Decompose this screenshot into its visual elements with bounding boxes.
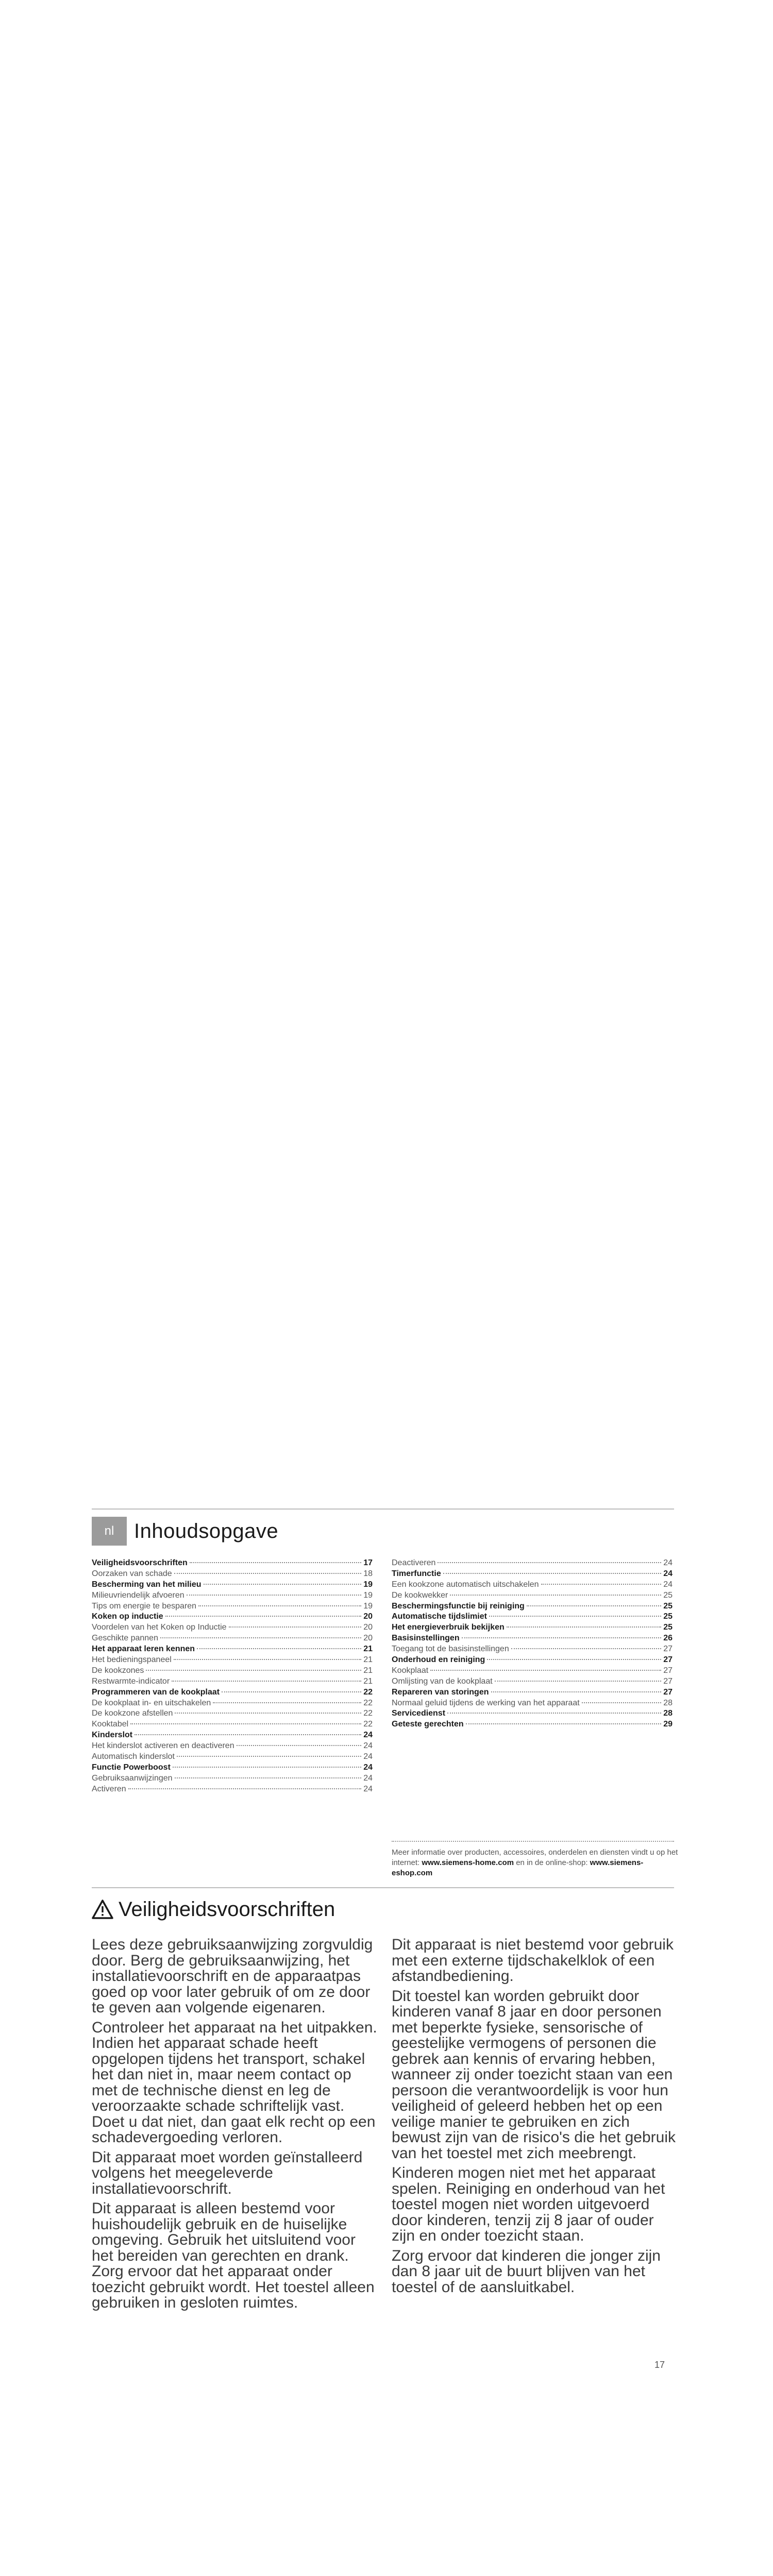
toc-entry[interactable] (92, 1602, 373, 1613)
toc-entry-label: Het kinderslot activeren en deactiveren (92, 1741, 234, 1751)
toc-leader-dots (174, 1659, 361, 1660)
toc-leader-dots (190, 1562, 361, 1563)
safety-paragraph: Kinderen mogen niet met het apparaat spelen. Reiniging en onderhoud van het toestel mogen niet worden uitgevoerd door kinderen, tenzij zij 8 jaar of ouder zijn en onder toezicht staan. (392, 2164, 665, 2244)
toc-entry-page: 21 (363, 1645, 373, 1654)
toc-entry-page: 27 (663, 1687, 673, 1697)
toc-entry-page: 21 (363, 1655, 373, 1665)
toc-entry[interactable] (92, 1731, 373, 1741)
toc-leader-dots (495, 1681, 662, 1682)
top-rule (92, 1509, 674, 1510)
info-divider (392, 1841, 674, 1842)
toc-entry-label: Toegang tot de basisinstellingen (392, 1645, 509, 1654)
toc-leader-dots (130, 1723, 361, 1724)
toc-entry-page: 22 (363, 1687, 373, 1697)
toc-entry[interactable] (92, 1612, 373, 1623)
toc-leader-dots (582, 1702, 662, 1703)
toc-leader-dots (222, 1691, 361, 1692)
toc-entry-label: Het bedieningspaneel (92, 1655, 172, 1665)
toc-left-column (92, 1558, 373, 1795)
toc-entry-page: 21 (363, 1676, 373, 1686)
safety-paragraph: Dit apparaat is niet bestemd voor gebruik met een externe tijdschakelklok of een afstandbediening. (392, 1936, 674, 1985)
info-text-1: Meer informatie over producten, accessoires, onderdelen en diensten vindt u op het internet: (392, 1848, 678, 1867)
toc-entry-label: De kookplaat in- en uitschakelen (92, 1698, 211, 1707)
toc-entry-page: 24 (663, 1580, 673, 1589)
toc-entry[interactable] (392, 1602, 673, 1613)
toc-entry-page: 20 (363, 1634, 373, 1643)
toc-entry-label: Geteste gerechten (392, 1720, 464, 1729)
toc-leader-dots (172, 1681, 361, 1682)
toc-entry-page: 27 (663, 1655, 673, 1665)
toc-entry-page: 22 (363, 1709, 373, 1718)
toc-entry[interactable] (392, 1634, 673, 1645)
toc-leader-dots (177, 1756, 361, 1757)
toc-entry-label: Milieuvriendelijk afvoeren (92, 1590, 184, 1600)
toc-entry-label: Automatische tijdslimiet (392, 1612, 487, 1621)
toc-leader-dots (462, 1637, 662, 1638)
info-link-2[interactable]: www.siemens-eshop.com (392, 1858, 644, 1877)
toc-entry[interactable] (92, 1774, 373, 1785)
toc-entry[interactable] (392, 1688, 673, 1699)
toc-entry-page: 24 (363, 1784, 373, 1793)
toc-leader-dots (146, 1670, 361, 1671)
toc-leader-dots (541, 1584, 662, 1585)
toc-leader-dots (237, 1745, 362, 1746)
safety-paragraph: Dit toestel kan worden gebruikt door kinderen vanaf 8 jaar en door personen met beperkte fysieke, sensorische of geestelijke vermogens of personen die gebrek aan kennis of ervaring hebben, wanneer zij onder toezicht staan van een persoon die verantwoordelijk is voor hun veiligheid of geleerd hebben het op een veilige manier te gebruiken en zich bewust zijn van de risico's die het gebruik van het toestel met zich meebrengt. (392, 1987, 676, 2162)
toc-entry-label: Kinderslot (92, 1731, 133, 1740)
toc-entry-page: 22 (363, 1720, 373, 1729)
toc-entry-label: Functie Powerboost (92, 1762, 171, 1772)
toc-entry-label: Voordelen van het Koken op Inductie (92, 1623, 227, 1632)
toc-entry-page: 24 (363, 1731, 373, 1740)
toc-entry-page: 18 (363, 1569, 373, 1578)
toc-entry-label: Timerfunctie (392, 1569, 441, 1578)
toc-entry[interactable] (392, 1699, 673, 1709)
toc-entry-label: Het energieverbruik bekijken (392, 1623, 505, 1632)
toc-entry-page: 19 (363, 1590, 373, 1600)
toc-entry-page: 29 (663, 1720, 673, 1729)
toc-leader-dots (175, 1713, 361, 1714)
toc-entry-page: 20 (363, 1612, 373, 1621)
toc-entry-page: 19 (363, 1601, 373, 1611)
toc-leader-dots (491, 1691, 662, 1692)
toc-leader-dots (173, 1767, 361, 1768)
toc-leader-dots (447, 1713, 661, 1714)
toc-entry[interactable] (92, 1688, 373, 1699)
toc-entry-label: Programmeren van de kookplaat (92, 1687, 220, 1697)
toc-entry[interactable] (92, 1677, 373, 1688)
toc-leader-dots (229, 1626, 362, 1628)
toc-entry-label: Deactiveren (392, 1558, 436, 1567)
toc-leader-dots (213, 1702, 361, 1703)
language-badge: nl (92, 1517, 127, 1546)
toc-entry[interactable] (92, 1580, 373, 1591)
toc-entry-page: 24 (663, 1558, 673, 1567)
toc-entry-label: Normaal geluid tijdens de werking van het apparaat (392, 1698, 580, 1707)
toc-entry-page: 24 (363, 1741, 373, 1751)
toc-entry[interactable] (92, 1699, 373, 1709)
safety-title: Veiligheidsvoorschriften (119, 1897, 335, 1921)
toc-entry[interactable] (392, 1655, 673, 1666)
toc-leader-dots (187, 1595, 362, 1596)
toc-entry-label: De kookzones (92, 1666, 144, 1675)
toc-entry-label: Oorzaken van schade (92, 1569, 172, 1578)
toc-leader-dots (466, 1723, 662, 1724)
toc-entry[interactable] (92, 1655, 373, 1666)
toc-entry-page: 27 (663, 1676, 673, 1686)
toc-entry[interactable] (92, 1634, 373, 1645)
toc-leader-dots (430, 1670, 661, 1671)
section-rule (92, 1887, 674, 1888)
toc-header (92, 1517, 504, 1546)
toc-leader-dots (198, 1605, 361, 1606)
info-text-2: en in de online-shop: (514, 1858, 590, 1867)
toc-entry[interactable] (92, 1645, 373, 1655)
toc-entry-label: Activeren (92, 1784, 126, 1793)
toc-entry-label: Geschikte pannen (92, 1634, 158, 1643)
toc-entry-label: Beschermingsfunctie bij reiniging (392, 1601, 525, 1611)
toc-entry[interactable] (392, 1677, 673, 1688)
toc-entry-label: Onderhoud en reiniging (392, 1655, 485, 1665)
toc-entry-label: Repareren van storingen (392, 1687, 489, 1697)
toc-leader-dots (175, 1777, 362, 1778)
toc-entry[interactable] (92, 1591, 373, 1602)
toc-entry-page: 25 (663, 1590, 673, 1600)
toc-entry[interactable] (92, 1720, 373, 1731)
page-number: 17 (654, 2360, 665, 2370)
toc-entry[interactable] (92, 1709, 373, 1720)
toc-entry-label: Bescherming van het milieu (92, 1580, 201, 1589)
toc-leader-dots (527, 1605, 661, 1606)
toc-entry-page: 24 (663, 1569, 673, 1578)
toc-entry[interactable] (92, 1569, 373, 1580)
toc-entry[interactable] (92, 1666, 373, 1677)
safety-paragraph: Lees deze gebruiksaanwijzing zorgvuldig door. Berg de gebruiksaanwijzing, het installatievoorschrift en de apparaatpas goed op voor later gebruik of om ze door te geven aan volgende eigenaren. (92, 1936, 373, 2016)
toc-entry-label: Kookplaat (392, 1666, 429, 1675)
safety-paragraph: Controleer het apparaat na het uitpakken. Indien het apparaat schade heeft opgelopen tijdens het transport, schakel het dan niet in, maar neem contact op met de technische dienst en leg de veroorzaakte schade schriftelijk vast. Doet u dat niet, dan gaat elk recht op een schadevergoeding verloren. (92, 2019, 377, 2146)
warning-icon (92, 1899, 113, 1920)
toc-entry[interactable] (392, 1709, 673, 1720)
toc-entry[interactable] (92, 1752, 373, 1763)
toc-leader-dots (165, 1616, 362, 1617)
toc-leader-dots (197, 1648, 361, 1649)
toc-leader-dots (204, 1584, 362, 1585)
toc-entry-page: 25 (663, 1623, 673, 1632)
toc-entry[interactable] (92, 1558, 373, 1569)
toc-entry[interactable] (392, 1720, 673, 1731)
toc-entry[interactable] (92, 1741, 373, 1752)
toc-entry-label: Servicedienst (392, 1709, 446, 1718)
toc-leader-dots (489, 1616, 661, 1617)
toc-entry-label: Kooktabel (92, 1720, 129, 1729)
toc-entry[interactable] (392, 1623, 673, 1634)
toc-leader-dots (443, 1573, 661, 1574)
toc-entry-page: 19 (363, 1580, 373, 1589)
toc-entry-label: De kookzone afstellen (92, 1709, 173, 1718)
toc-entry-page: 25 (663, 1612, 673, 1621)
toc-leader-dots (511, 1648, 661, 1649)
toc-entry-page: 24 (363, 1762, 373, 1772)
toc-right-column (392, 1558, 673, 1731)
toc-entry-label: De kookwekker (392, 1590, 448, 1600)
toc-title: Inhoudsopgave (134, 1519, 279, 1543)
toc-entry[interactable] (392, 1666, 673, 1677)
info-link-1[interactable]: www.siemens-home.com (422, 1858, 514, 1867)
toc-entry-page: 27 (663, 1645, 673, 1654)
toc-leader-dots (487, 1659, 661, 1660)
toc-leader-dots (450, 1595, 661, 1596)
toc-entry-label: Koken op inductie (92, 1612, 163, 1621)
toc-entry[interactable] (392, 1591, 673, 1602)
toc-leader-dots (438, 1562, 661, 1563)
toc-entry-label: Een kookzone automatisch uitschakelen (392, 1580, 539, 1589)
toc-entry-label: Basisinstellingen (392, 1634, 460, 1643)
toc-entry[interactable] (92, 1623, 373, 1634)
info-text (392, 1848, 680, 1878)
toc-entry-page: 27 (663, 1666, 673, 1675)
safety-paragraph: Dit apparaat is alleen bestemd voor huishoudelijk gebruik en de huiselijke omgeving. Gebruik het uitsluitend voor het bereiden van gerechten en drank. Zorg ervoor dat het apparaat onder toezicht gebruikt wordt. Het toestel alleen gebruiken in gesloten ruimtes. (92, 2200, 375, 2311)
toc-entry-page: 17 (363, 1558, 373, 1567)
toc-entry-label: Veiligheidsvoorschriften (92, 1558, 188, 1567)
toc-entry-label: Restwarmte-indicator (92, 1676, 170, 1686)
toc-entry-page: 21 (363, 1666, 373, 1675)
toc-entry-label: Omlijsting van de kookplaat (392, 1676, 493, 1686)
toc-entry-label: Gebruiksaanwijzingen (92, 1773, 173, 1783)
safety-paragraph: Zorg ervoor dat kinderen die jonger zijn dan 8 jaar uit de buurt blijven van het toestel of de aansluitkabel. (392, 2247, 661, 2296)
toc-entry[interactable] (92, 1763, 373, 1774)
safety-right-column (392, 1937, 678, 2299)
toc-entry[interactable] (392, 1612, 673, 1623)
toc-leader-dots (507, 1626, 661, 1628)
toc-leader-dots (128, 1788, 362, 1789)
toc-leader-dots (135, 1734, 361, 1735)
toc-entry-label: Automatisch kinderslot (92, 1752, 175, 1761)
toc-entry-page: 26 (663, 1634, 673, 1643)
toc-entry-page: 24 (363, 1773, 373, 1783)
toc-entry[interactable] (392, 1645, 673, 1655)
toc-entry[interactable] (392, 1580, 673, 1591)
toc-entry-page: 22 (363, 1698, 373, 1707)
toc-entry-page: 28 (663, 1709, 673, 1718)
toc-entry-label: Het apparaat leren kennen (92, 1645, 195, 1654)
safety-paragraph: Dit apparaat moet worden geïnstalleerd volgens het meegeleverde installatievoorschrift. (92, 2148, 363, 2197)
toc-entry[interactable] (392, 1569, 673, 1580)
toc-entry-page: 25 (663, 1601, 673, 1611)
toc-leader-dots (174, 1573, 362, 1574)
toc-entry-page: 28 (663, 1698, 673, 1707)
safety-left-column (92, 1937, 378, 2315)
toc-entry-page: 24 (363, 1752, 373, 1761)
toc-entry-label: Tips om energie te besparen (92, 1601, 197, 1611)
toc-entry[interactable] (92, 1785, 373, 1795)
safety-header (92, 1895, 335, 1924)
toc-entry[interactable] (392, 1558, 673, 1569)
toc-entry-page: 20 (363, 1623, 373, 1632)
toc-leader-dots (160, 1637, 361, 1638)
